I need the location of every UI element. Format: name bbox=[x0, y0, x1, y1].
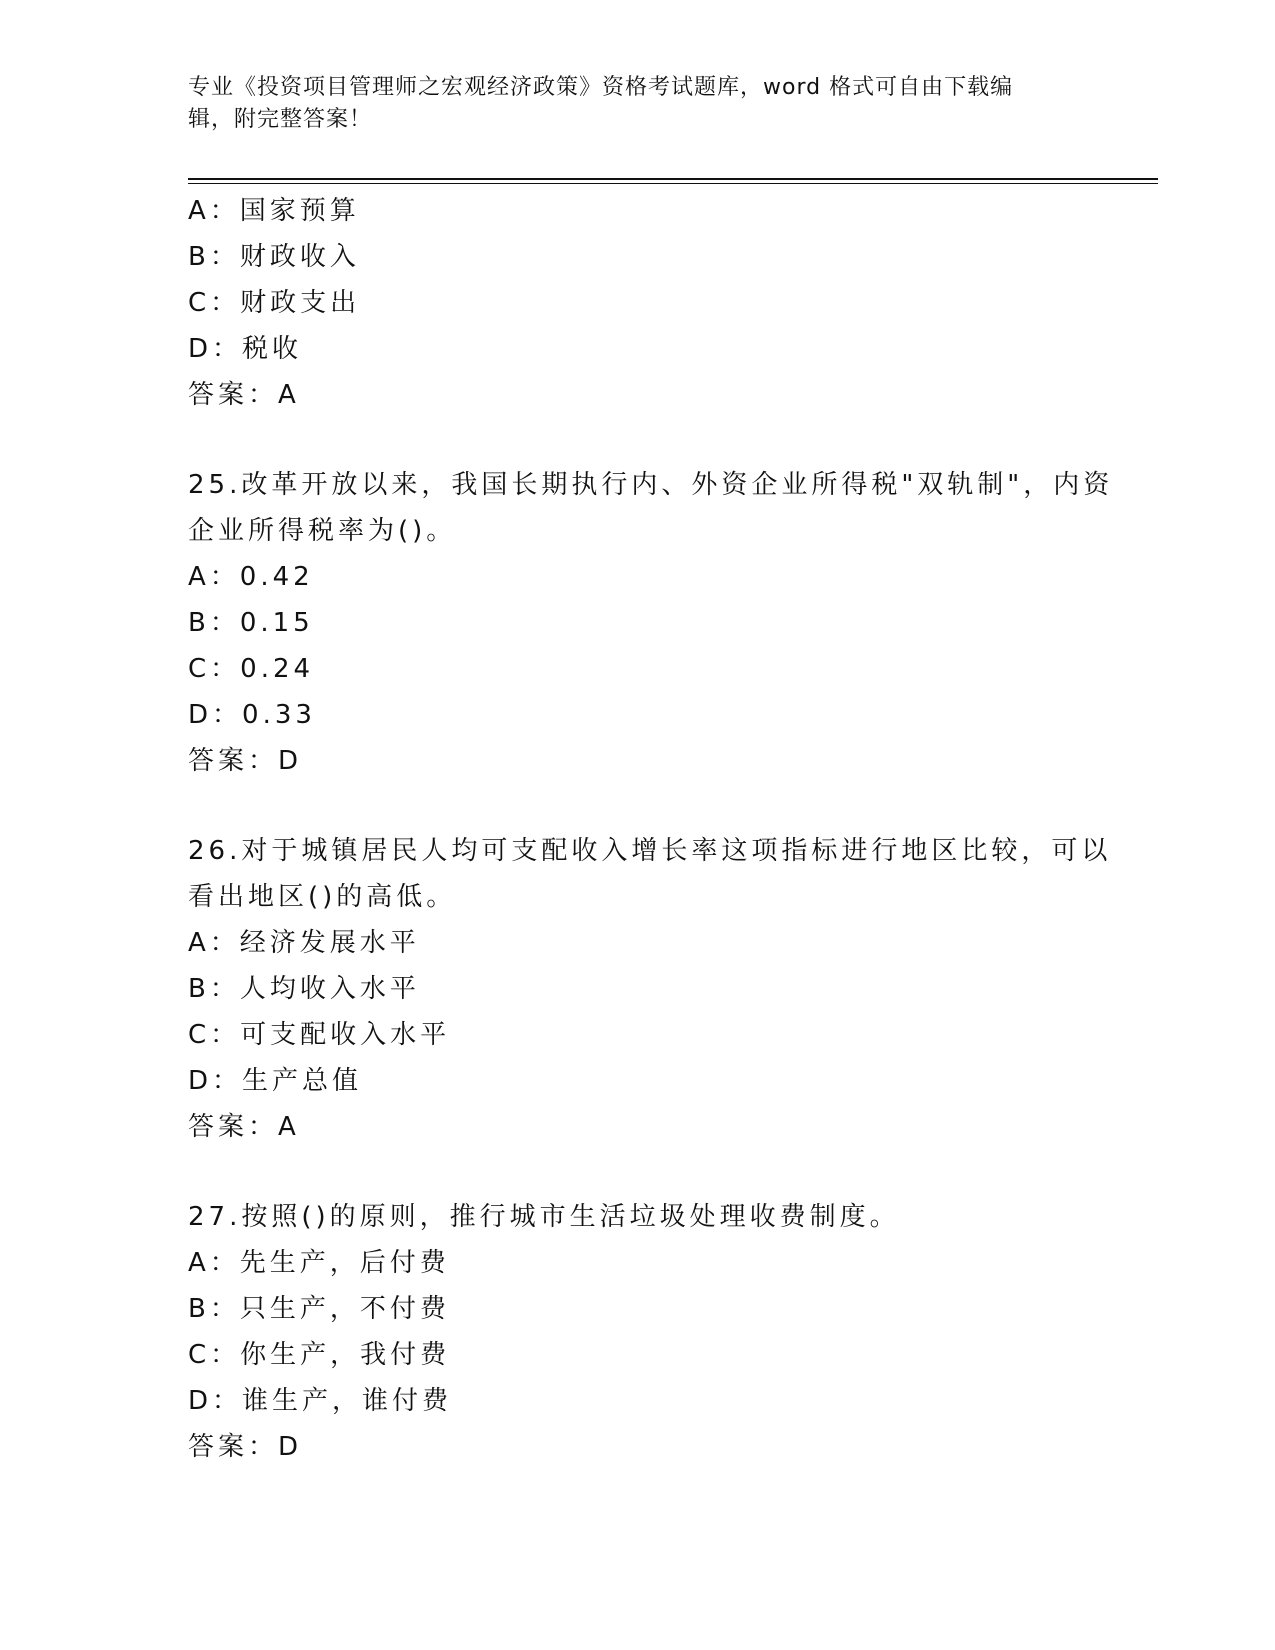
answer-line: 答案：D bbox=[188, 746, 303, 776]
question-stem-line: 27.按照()的原则，推行城市生活垃圾处理收费制度。 bbox=[188, 1202, 900, 1232]
option-c: C：可支配收入水平 bbox=[188, 1020, 451, 1050]
question-block-25 bbox=[188, 462, 1114, 784]
question-stem bbox=[188, 828, 1112, 920]
question-list bbox=[188, 188, 1114, 1470]
header-line-2: 辑，附完整答案！ bbox=[188, 107, 373, 132]
question-stem-line: 企业所得税率为()。 bbox=[188, 516, 457, 546]
option-c: C：你生产，我付费 bbox=[188, 1340, 451, 1370]
option-c: C：财政支出 bbox=[188, 288, 361, 318]
option-a: A：国家预算 bbox=[188, 196, 360, 226]
header-rule-thin bbox=[188, 183, 1158, 184]
question-stem bbox=[188, 462, 1114, 554]
document-header bbox=[188, 72, 1088, 136]
question-block-24 bbox=[188, 188, 1108, 418]
option-a: A：经济发展水平 bbox=[188, 928, 420, 958]
option-d: D：0.33 bbox=[188, 700, 316, 730]
question-stem-line: 25.改革开放以来，我国长期执行内、外资企业所得税"双轨制"，内资 bbox=[188, 470, 1114, 500]
header-rule-thick bbox=[188, 178, 1158, 180]
question-stem-line: 26.对于城镇居民人均可支配收入增长率这项指标进行地区比较，可以 bbox=[188, 836, 1112, 866]
question-block-26 bbox=[188, 828, 1112, 1150]
header-line-1: 专业《投资项目管理师之宏观经济政策》资格考试题库，word 格式可自由下载编 bbox=[188, 75, 1014, 100]
option-a: A：0.42 bbox=[188, 562, 314, 592]
option-a: A：先生产，后付费 bbox=[188, 1248, 450, 1278]
question-stem-line: 看出地区()的高低。 bbox=[188, 882, 457, 912]
question-stem bbox=[188, 1194, 1108, 1240]
option-c: C：0.24 bbox=[188, 654, 315, 684]
option-b: B：0.15 bbox=[188, 608, 314, 638]
option-b: B：财政收入 bbox=[188, 242, 360, 272]
option-d: D：税收 bbox=[188, 334, 303, 364]
option-b: B：只生产，不付费 bbox=[188, 1294, 450, 1324]
answer-line: 答案：D bbox=[188, 1432, 303, 1462]
option-d: D：谁生产，谁付费 bbox=[188, 1386, 453, 1416]
answer-line: 答案：A bbox=[188, 380, 300, 410]
question-block-27 bbox=[188, 1194, 1108, 1470]
answer-line: 答案：A bbox=[188, 1112, 300, 1142]
option-b: B：人均收入水平 bbox=[188, 974, 420, 1004]
option-d: D：生产总值 bbox=[188, 1066, 363, 1096]
